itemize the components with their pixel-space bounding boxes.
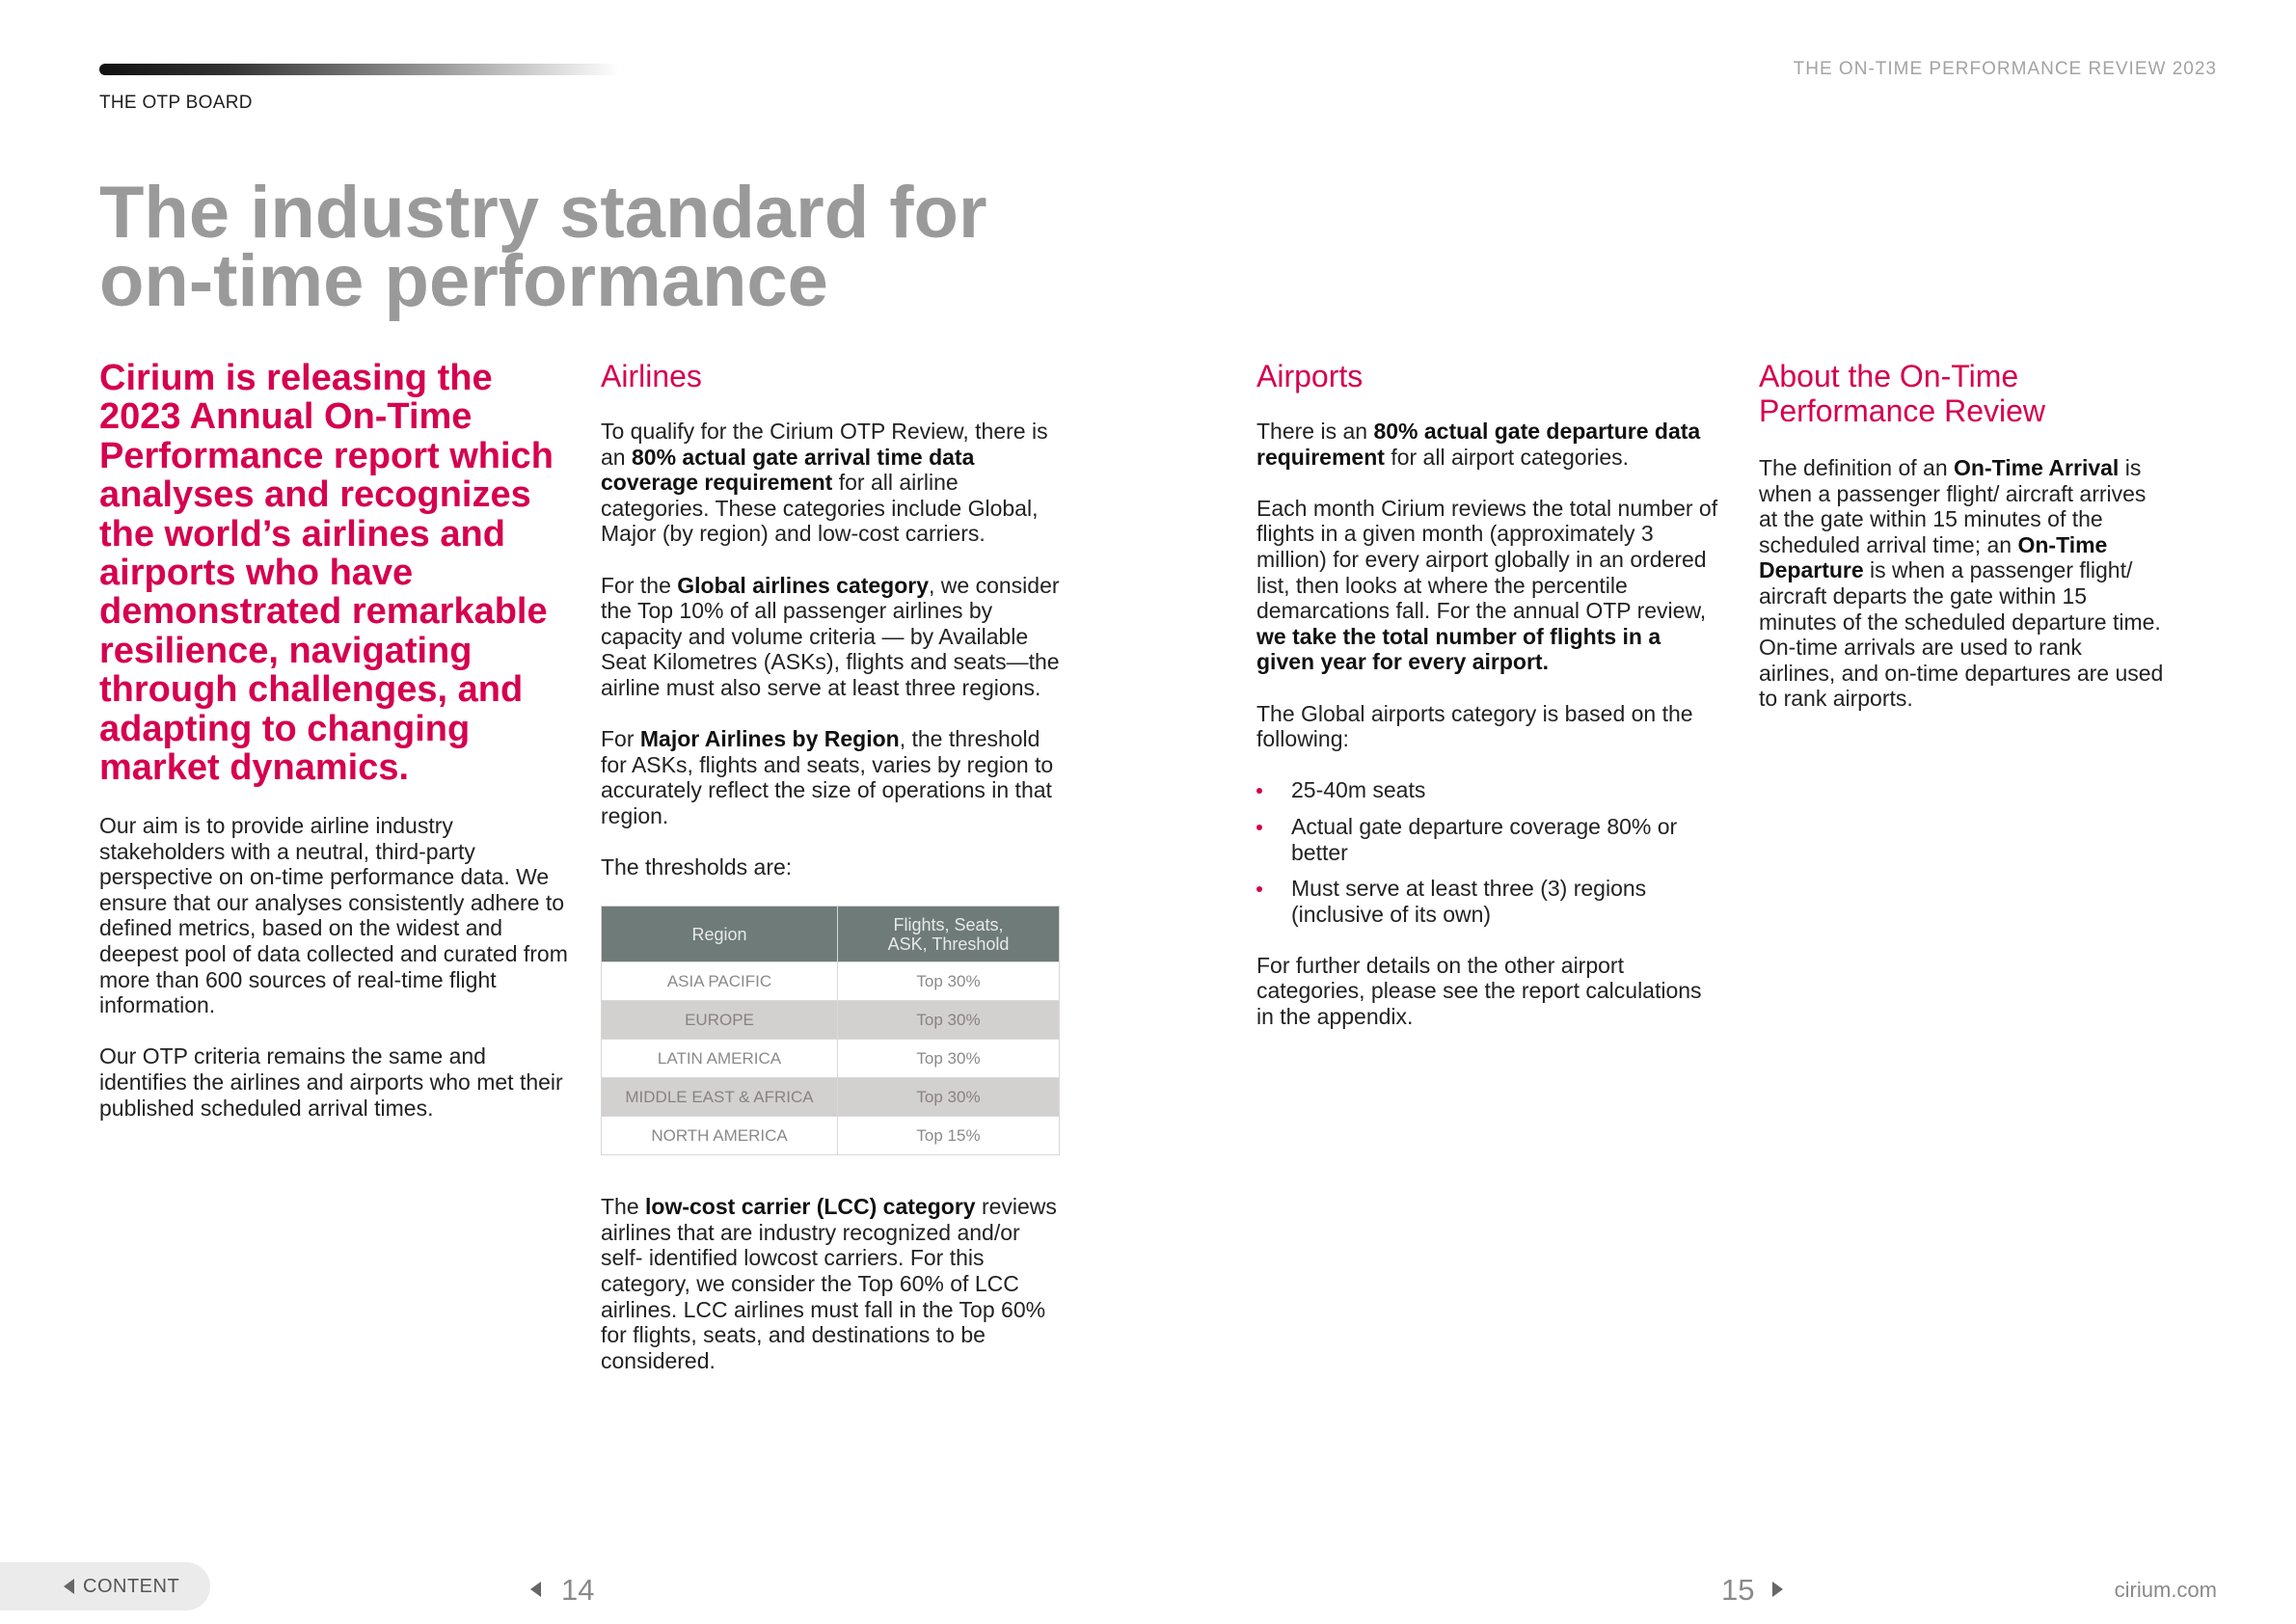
website-link[interactable]: cirium.com xyxy=(2114,1578,2217,1602)
emphasis: Major Airlines by Region xyxy=(639,726,900,752)
page-title-line-1: The industry standard for xyxy=(99,172,987,254)
intro-column xyxy=(99,359,572,1147)
airlines-paragraph-1 xyxy=(601,419,1064,547)
table-row xyxy=(602,962,1060,1001)
airlines-paragraph-3 xyxy=(601,726,1064,828)
list-item xyxy=(1256,814,1719,865)
airlines-heading: Airlines xyxy=(601,359,702,393)
emphasis: we take the total number of flights in a given year for every airport. xyxy=(1256,623,1661,675)
text: For xyxy=(601,726,640,752)
text: Each month Cirium reviews the total number of flights in a given month (approximately 3 million) for every airport globally in an ordered list, then looks at where the percentile demarcations fall. For the annual OTP review, xyxy=(1256,495,1718,624)
table-header-row xyxy=(602,907,1060,962)
page-number-right: 15 xyxy=(1721,1573,1755,1607)
text: There is an xyxy=(1256,419,1374,444)
list-item-text: 25-40m seats xyxy=(1291,777,1426,803)
content-nav-button[interactable] xyxy=(0,1562,210,1610)
airlines-paragraph-2 xyxy=(601,573,1064,701)
table-header-threshold xyxy=(838,907,1060,962)
table-cell-threshold: Top 30% xyxy=(838,1001,1060,1040)
list-item-text: Actual gate departure coverage 80% or better xyxy=(1291,813,1678,865)
table-row xyxy=(602,1078,1060,1117)
text: , the threshold for ASKs, flights and seats, varies by region to accurately reflect the size of operations in that region. xyxy=(601,726,1054,828)
text: for all airline categories. These categories include Global, Major (by region) and low-cost carriers. xyxy=(601,470,1039,547)
list-item xyxy=(1256,777,1719,803)
thresholds-table xyxy=(601,906,1060,1155)
table-row xyxy=(602,1001,1060,1040)
previous-page-icon[interactable] xyxy=(530,1582,541,1597)
content-nav-label: CONTENT xyxy=(83,1575,180,1597)
airports-paragraph-3: The Global airports category is based on the following: xyxy=(1256,700,1693,752)
airports-paragraph-4: For further details on the other airport categories, please see the report calculations in the appendix. xyxy=(1256,952,1702,1030)
text: For the xyxy=(601,572,678,598)
table-cell-region: LATIN AMERICA xyxy=(602,1040,838,1078)
text: reviews airlines that are industry recognized and/or self- identified lowcost carriers. For this category, we consider the Top 60% of LCC airlines. LCC airlines must fall in the Top 60% for flights, seats, and destinations to be considered. xyxy=(601,1194,1057,1373)
caret-left-icon xyxy=(64,1579,74,1594)
airports-heading: Airports xyxy=(1256,359,1364,393)
section-label: THE OTP BOARD xyxy=(99,93,253,113)
text: for all airport categories. xyxy=(1384,444,1630,470)
airlines-column xyxy=(601,359,1064,1399)
bullet-icon xyxy=(1256,788,1262,794)
emphasis: Global airlines category xyxy=(677,572,930,598)
airlines-paragraph-5 xyxy=(601,1194,1064,1373)
emphasis: 80% actual gate departure data requirement xyxy=(1256,419,1701,470)
airports-column xyxy=(1256,359,1719,1055)
table-cell-region: ASIA PACIFIC xyxy=(602,962,838,1001)
page-title xyxy=(99,172,1256,322)
page-number-left: 14 xyxy=(561,1573,595,1607)
about-paragraph xyxy=(1759,455,2164,712)
emphasis: 80% actual gate arrival time data coverage requirement xyxy=(601,444,975,496)
table-cell-threshold: Top 30% xyxy=(838,962,1060,1001)
text: , we consider the Top 10% of all passenger airlines by capacity and volume criteria — by Available Seat Kilometres (ASKs), flights and seats—the airline must also serve at least three regions. xyxy=(601,572,1060,700)
table-cell-threshold: Top 15% xyxy=(838,1117,1060,1155)
table-row xyxy=(602,1117,1060,1155)
emphasis: On-Time Departure xyxy=(1759,531,2108,583)
bullet-icon xyxy=(1256,825,1262,830)
table-cell-region: NORTH AMERICA xyxy=(602,1117,838,1155)
text: To qualify for the Cirium OTP Review, there is an xyxy=(601,419,1048,470)
list-item-text: Must serve at least three (3) regions (inclusive of its own) xyxy=(1291,876,1647,927)
text: The xyxy=(601,1194,646,1220)
text: is when a passenger flight/ aircraft departs the gate within 15 minutes of the scheduled departure time. On-time arrivals are used to rank airlines, and on-time departures are used to rank airports. xyxy=(1759,557,2164,712)
table-cell-region: EUROPE xyxy=(602,1001,838,1040)
about-column xyxy=(1759,359,2164,738)
header-line: Flights, Seats, xyxy=(893,914,1004,934)
table-cell-threshold: Top 30% xyxy=(838,1078,1060,1117)
airports-paragraph-1 xyxy=(1256,419,1719,470)
emphasis: On-Time Arrival xyxy=(1954,455,2120,480)
about-heading: About the On-Time Performance Review xyxy=(1759,359,2045,428)
intro-paragraph-1: Our aim is to provide airline industry stakeholders with a neutral, third-party perspective on on-time performance data. We ensure that our analyses consistently adhere to defined metrics, based on the widest and deepest pool of data collected and curated from more than 600 sources of real-time flight information. xyxy=(99,813,568,1018)
table-row xyxy=(602,1040,1060,1078)
table-cell-region: MIDDLE EAST & AFRICA xyxy=(602,1078,838,1117)
intro-lead: Cirium is releasing the 2023 Annual On-Time Performance report which analyses and recognizes the world’s airlines and airports who have demonstrated remarkable resilience, navigating through challenges, and adapting to changing market dynamics. xyxy=(99,358,554,789)
airports-paragraph-2 xyxy=(1256,496,1719,675)
next-page-icon[interactable] xyxy=(1772,1582,1783,1597)
intro-paragraph-2: Our OTP criteria remains the same and identifies the airlines and airports who met their published scheduled arrival times. xyxy=(99,1043,563,1121)
header-gradient-bar xyxy=(99,64,620,75)
airlines-paragraph-4: The thresholds are: xyxy=(601,854,793,880)
bullet-icon xyxy=(1256,886,1262,892)
emphasis: low-cost carrier (LCC) category xyxy=(645,1194,976,1220)
list-item xyxy=(1256,876,1719,927)
table-header-region: Region xyxy=(602,907,838,962)
text: is when a passenger flight/ aircraft arrives at the gate within 15 minutes of the scheduled arrival time; an xyxy=(1759,455,2147,557)
table-cell-threshold: Top 30% xyxy=(838,1040,1060,1078)
text: The definition of an xyxy=(1759,455,1955,480)
report-title: THE ON-TIME PERFORMANCE REVIEW 2023 xyxy=(1793,59,2217,79)
airports-criteria-list xyxy=(1256,777,1719,927)
page-title-line-2: on-time performance xyxy=(99,240,828,322)
header-line: ASK, Threshold xyxy=(887,934,1010,954)
